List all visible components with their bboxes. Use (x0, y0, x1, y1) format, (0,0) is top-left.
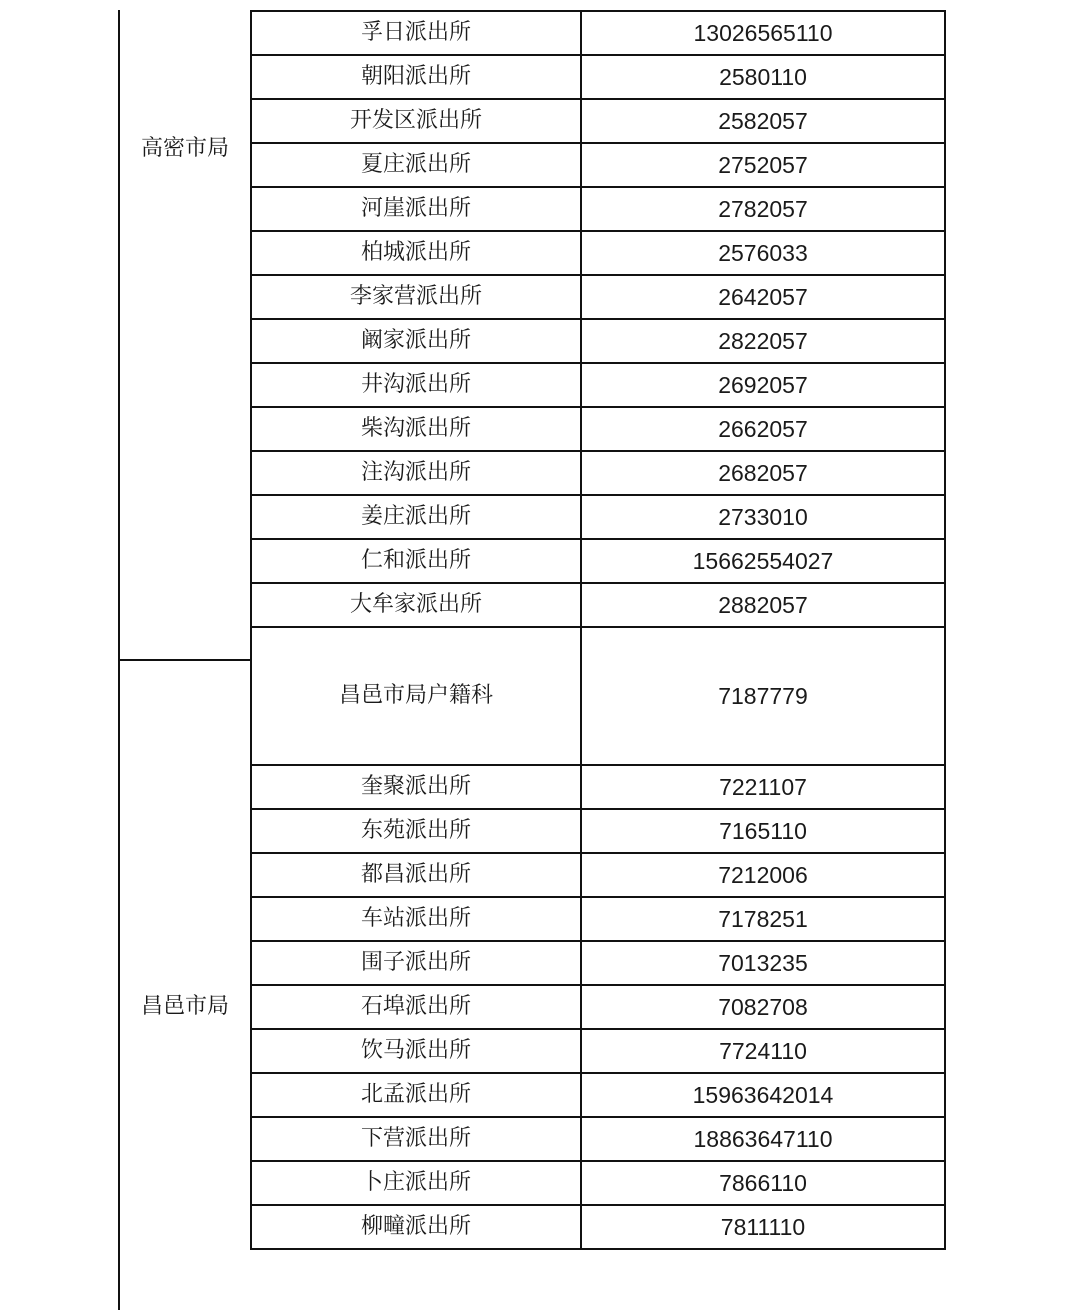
station-phone: 2822057 (581, 319, 945, 363)
station-phone: 13026565110 (581, 11, 945, 55)
station-phone: 2882057 (581, 583, 945, 627)
station-name: 车站派出所 (251, 897, 581, 941)
station-phone: 7178251 (581, 897, 945, 941)
station-name: 饮马派出所 (251, 1029, 581, 1073)
station-phone: 15963642014 (581, 1073, 945, 1117)
station-name: 奎聚派出所 (251, 765, 581, 809)
station-name: 都昌派出所 (251, 853, 581, 897)
table-row (251, 1117, 945, 1161)
station-phone: 2576033 (581, 231, 945, 275)
table-row (251, 363, 945, 407)
station-name: 仁和派出所 (251, 539, 581, 583)
station-name: 昌邑市局户籍科 (251, 627, 581, 765)
station-phone: 2682057 (581, 451, 945, 495)
station-phone: 7212006 (581, 853, 945, 897)
station-phone: 7165110 (581, 809, 945, 853)
station-name: 石埠派出所 (251, 985, 581, 1029)
table-row (251, 941, 945, 985)
station-phone: 7082708 (581, 985, 945, 1029)
station-name: 下营派出所 (251, 1117, 581, 1161)
table-row (251, 1205, 945, 1249)
station-name: 柳疃派出所 (251, 1205, 581, 1249)
station-name: 开发区派出所 (251, 99, 581, 143)
station-phone: 15662554027 (581, 539, 945, 583)
bureau-divider (118, 659, 252, 661)
station-name: 柏城派出所 (251, 231, 581, 275)
table-row (251, 985, 945, 1029)
station-name: 北孟派出所 (251, 1073, 581, 1117)
station-phone: 2733010 (581, 495, 945, 539)
table-row (251, 99, 945, 143)
station-name: 朝阳派出所 (251, 55, 581, 99)
station-phone-table (250, 10, 946, 1250)
table-row (251, 275, 945, 319)
station-phone: 7187779 (581, 627, 945, 765)
table-row (251, 319, 945, 363)
table-row (251, 495, 945, 539)
table-row (251, 143, 945, 187)
station-name: 井沟派出所 (251, 363, 581, 407)
station-phone: 7811110 (581, 1205, 945, 1249)
station-phone: 7013235 (581, 941, 945, 985)
station-phone: 18863647110 (581, 1117, 945, 1161)
table-row (251, 55, 945, 99)
station-name: 孚日派出所 (251, 11, 581, 55)
station-name: 阚家派出所 (251, 319, 581, 363)
table-row (251, 451, 945, 495)
station-phone: 2662057 (581, 407, 945, 451)
table-row (251, 627, 945, 765)
station-phone: 7221107 (581, 765, 945, 809)
station-name: 大牟家派出所 (251, 583, 581, 627)
table-row (251, 765, 945, 809)
station-name: 注沟派出所 (251, 451, 581, 495)
table-row (251, 853, 945, 897)
station-phone: 2692057 (581, 363, 945, 407)
table-row (251, 809, 945, 853)
station-name: 夏庄派出所 (251, 143, 581, 187)
station-name: 东苑派出所 (251, 809, 581, 853)
bureau-name-gaomi: 高密市局 (140, 136, 229, 161)
table-row (251, 231, 945, 275)
table-row (251, 407, 945, 451)
table-row (251, 897, 945, 941)
station-phone: 7724110 (581, 1029, 945, 1073)
table-row (251, 187, 945, 231)
station-name: 柴沟派出所 (251, 407, 581, 451)
bureau-name-changyi: 昌邑市局 (140, 994, 229, 1019)
table-row (251, 583, 945, 627)
station-name: 姜庄派出所 (251, 495, 581, 539)
station-phone: 2642057 (581, 275, 945, 319)
table-row (251, 11, 945, 55)
station-phone: 2580110 (581, 55, 945, 99)
station-name: 围子派出所 (251, 941, 581, 985)
station-phone: 7866110 (581, 1161, 945, 1205)
table-row (251, 1161, 945, 1205)
table-row (251, 1029, 945, 1073)
station-phone: 2782057 (581, 187, 945, 231)
station-name: 李家营派出所 (251, 275, 581, 319)
station-phone: 2582057 (581, 99, 945, 143)
table-row (251, 539, 945, 583)
station-name: 卜庄派出所 (251, 1161, 581, 1205)
station-phone: 2752057 (581, 143, 945, 187)
table-row (251, 1073, 945, 1117)
station-name: 河崖派出所 (251, 187, 581, 231)
